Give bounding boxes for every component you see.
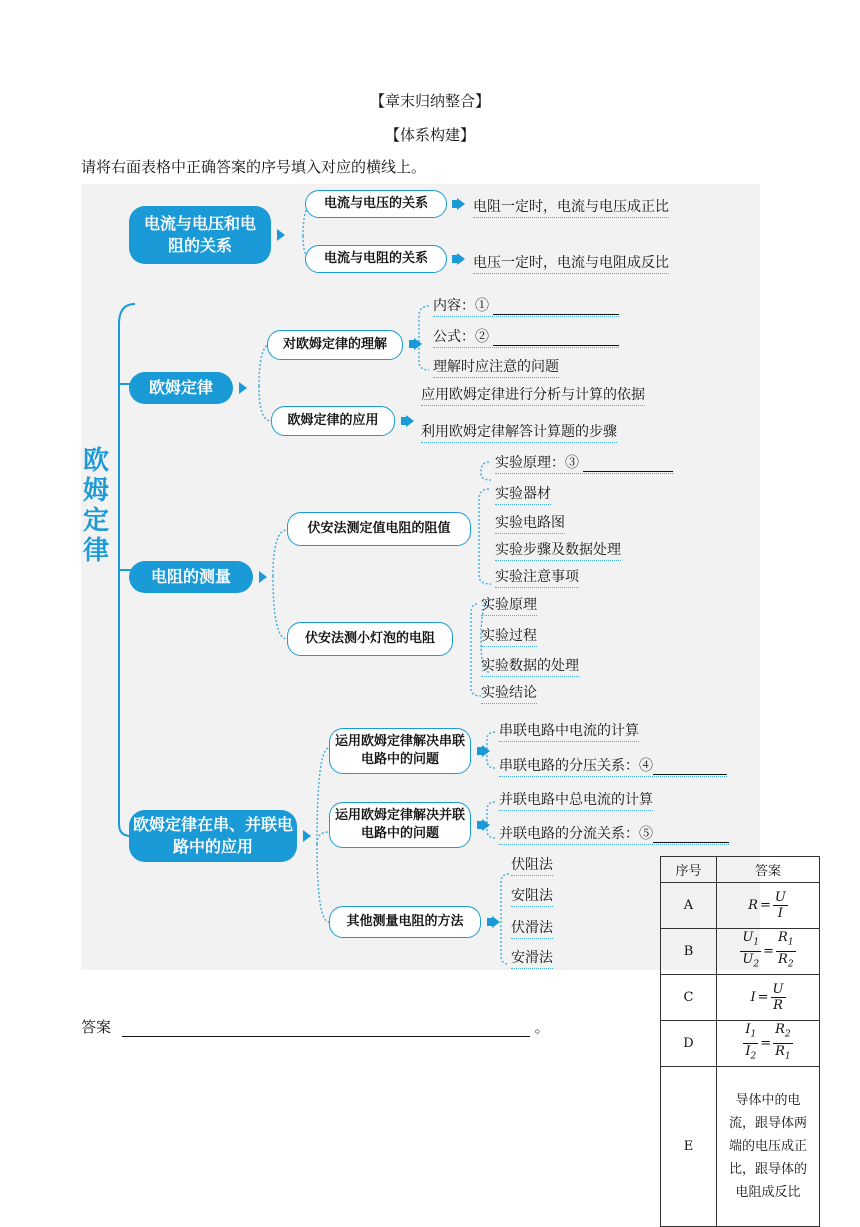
branch1-arrow-icon [277,229,285,241]
table-row: C I = $\frac{U}{R}$ [661,975,820,1021]
branch4-arrow-icon [303,830,311,842]
leaf-process: 实验过程 [481,625,537,647]
branch-series-parallel: 欧姆定律在串、并联电路中的应用 [129,810,297,862]
table-row [661,1067,820,1227]
table-header-answer: 答案 [717,857,820,883]
sub-other-methods: 其他测量电阻的方法 [329,906,481,938]
sub-arrow-icon [457,198,465,210]
sub-parallel: 运用欧姆定律解决并联电路中的问题 [329,802,471,848]
branch-ohms-law: 欧姆定律 [129,372,233,404]
chapter-title: 【章末归纳整合】 [369,92,490,110]
mindmap-panel [81,184,760,970]
sub-arrow-icon [492,916,500,928]
leaf-method-3: 伏滑法 [511,917,553,939]
leaf-principle: 实验原理 [481,594,537,616]
table-row: A R = $\frac{U}{I}$ [661,883,820,929]
sub-understanding: 对欧姆定律的理解 [267,330,403,360]
leaf-proportional: 电阻一定时，电流与电压成正比 [473,196,669,218]
row-text: 导体中的电流，跟导体两端的电压成正比，跟导体的电阻成反比 [717,1067,820,1227]
answer-label: 答案 [81,1018,112,1036]
row-id: C [661,975,717,1021]
instruction-text: 请将右面表格中正确答案的序号填入对应的横线上。 [81,158,427,176]
sub-current-voltage: 电流与电压的关系 [305,190,447,218]
branch-current-voltage-resistance: 电流与电压和电阻的关系 [129,206,271,264]
root-title: 欧姆定律 [82,446,109,566]
leaf-circuit: 实验电路图 [495,512,565,534]
leaf-content: 内容：① [433,295,619,317]
answer-input-line[interactable] [122,1018,530,1037]
table-header-id: 序号 [661,857,717,883]
row-id: B [661,929,717,975]
sub-arrow-icon [414,338,422,350]
branch-resistance-measurement: 电阻的测量 [129,561,253,593]
sub-fixed-resistor: 伏安法测定值电阻的阻值 [287,512,471,546]
branch2-arrow-icon [239,382,247,394]
answer-row [81,1016,550,1037]
leaf-steps: 利用欧姆定律解答计算题的步骤 [421,421,617,443]
sub-current-resistance: 电流与电阻的关系 [305,245,447,273]
leaf-series-voltage-4: 串联电路的分压关系：④ [499,755,727,777]
leaf-method-1: 伏阻法 [511,854,553,876]
leaf-parallel-current: 并联电路中总电流的计算 [499,789,653,811]
leaf-procedure: 实验步骤及数据处理 [495,539,621,561]
sub-arrow-icon [406,415,414,427]
sub-lamp-resistance: 伏安法测小灯泡的电阻 [287,622,453,656]
row-id: E [661,1067,717,1227]
leaf-equipment: 实验器材 [495,483,551,505]
row-id: A [661,883,717,929]
leaf-method-4: 安滑法 [511,947,553,969]
leaf-formula: 公式：② [433,326,619,348]
leaf-data: 实验数据的处理 [481,655,579,677]
sub-series: 运用欧姆定律解决串联电路中的问题 [329,728,471,774]
leaf-principle-3: 实验原理：③ [495,452,673,474]
sub-application: 欧姆定律的应用 [271,406,395,436]
leaf-method-2: 安阻法 [511,885,553,907]
branch3-arrow-icon [259,571,267,583]
answer-table [660,856,820,1227]
table-row: D $\frac{I_1}{I_2}$ = $\frac{R_2}{R_1}$ [661,1021,820,1067]
row-id: D [661,1021,717,1067]
leaf-precautions: 实验注意事项 [495,566,579,588]
leaf-series-current: 串联电路中电流的计算 [499,720,639,742]
sub-arrow-icon [482,745,490,757]
leaf-conclusion: 实验结论 [481,682,537,704]
section-title: 【体系构建】 [384,126,475,144]
leaf-parallel-divide-5: 并联电路的分流关系：⑤ [499,823,729,845]
table-row: B $\frac{U_1}{U_2}$ = $\frac{R_1}{R_2}$ [661,929,820,975]
answer-end: 。 [534,1018,550,1036]
leaf-notes: 理解时应注意的问题 [433,356,559,378]
leaf-inverse: 电压一定时，电流与电阻成反比 [473,252,669,274]
sub-arrow-icon [457,253,465,265]
sub-arrow-icon [482,819,490,831]
leaf-basis: 应用欧姆定律进行分析与计算的依据 [421,384,645,406]
